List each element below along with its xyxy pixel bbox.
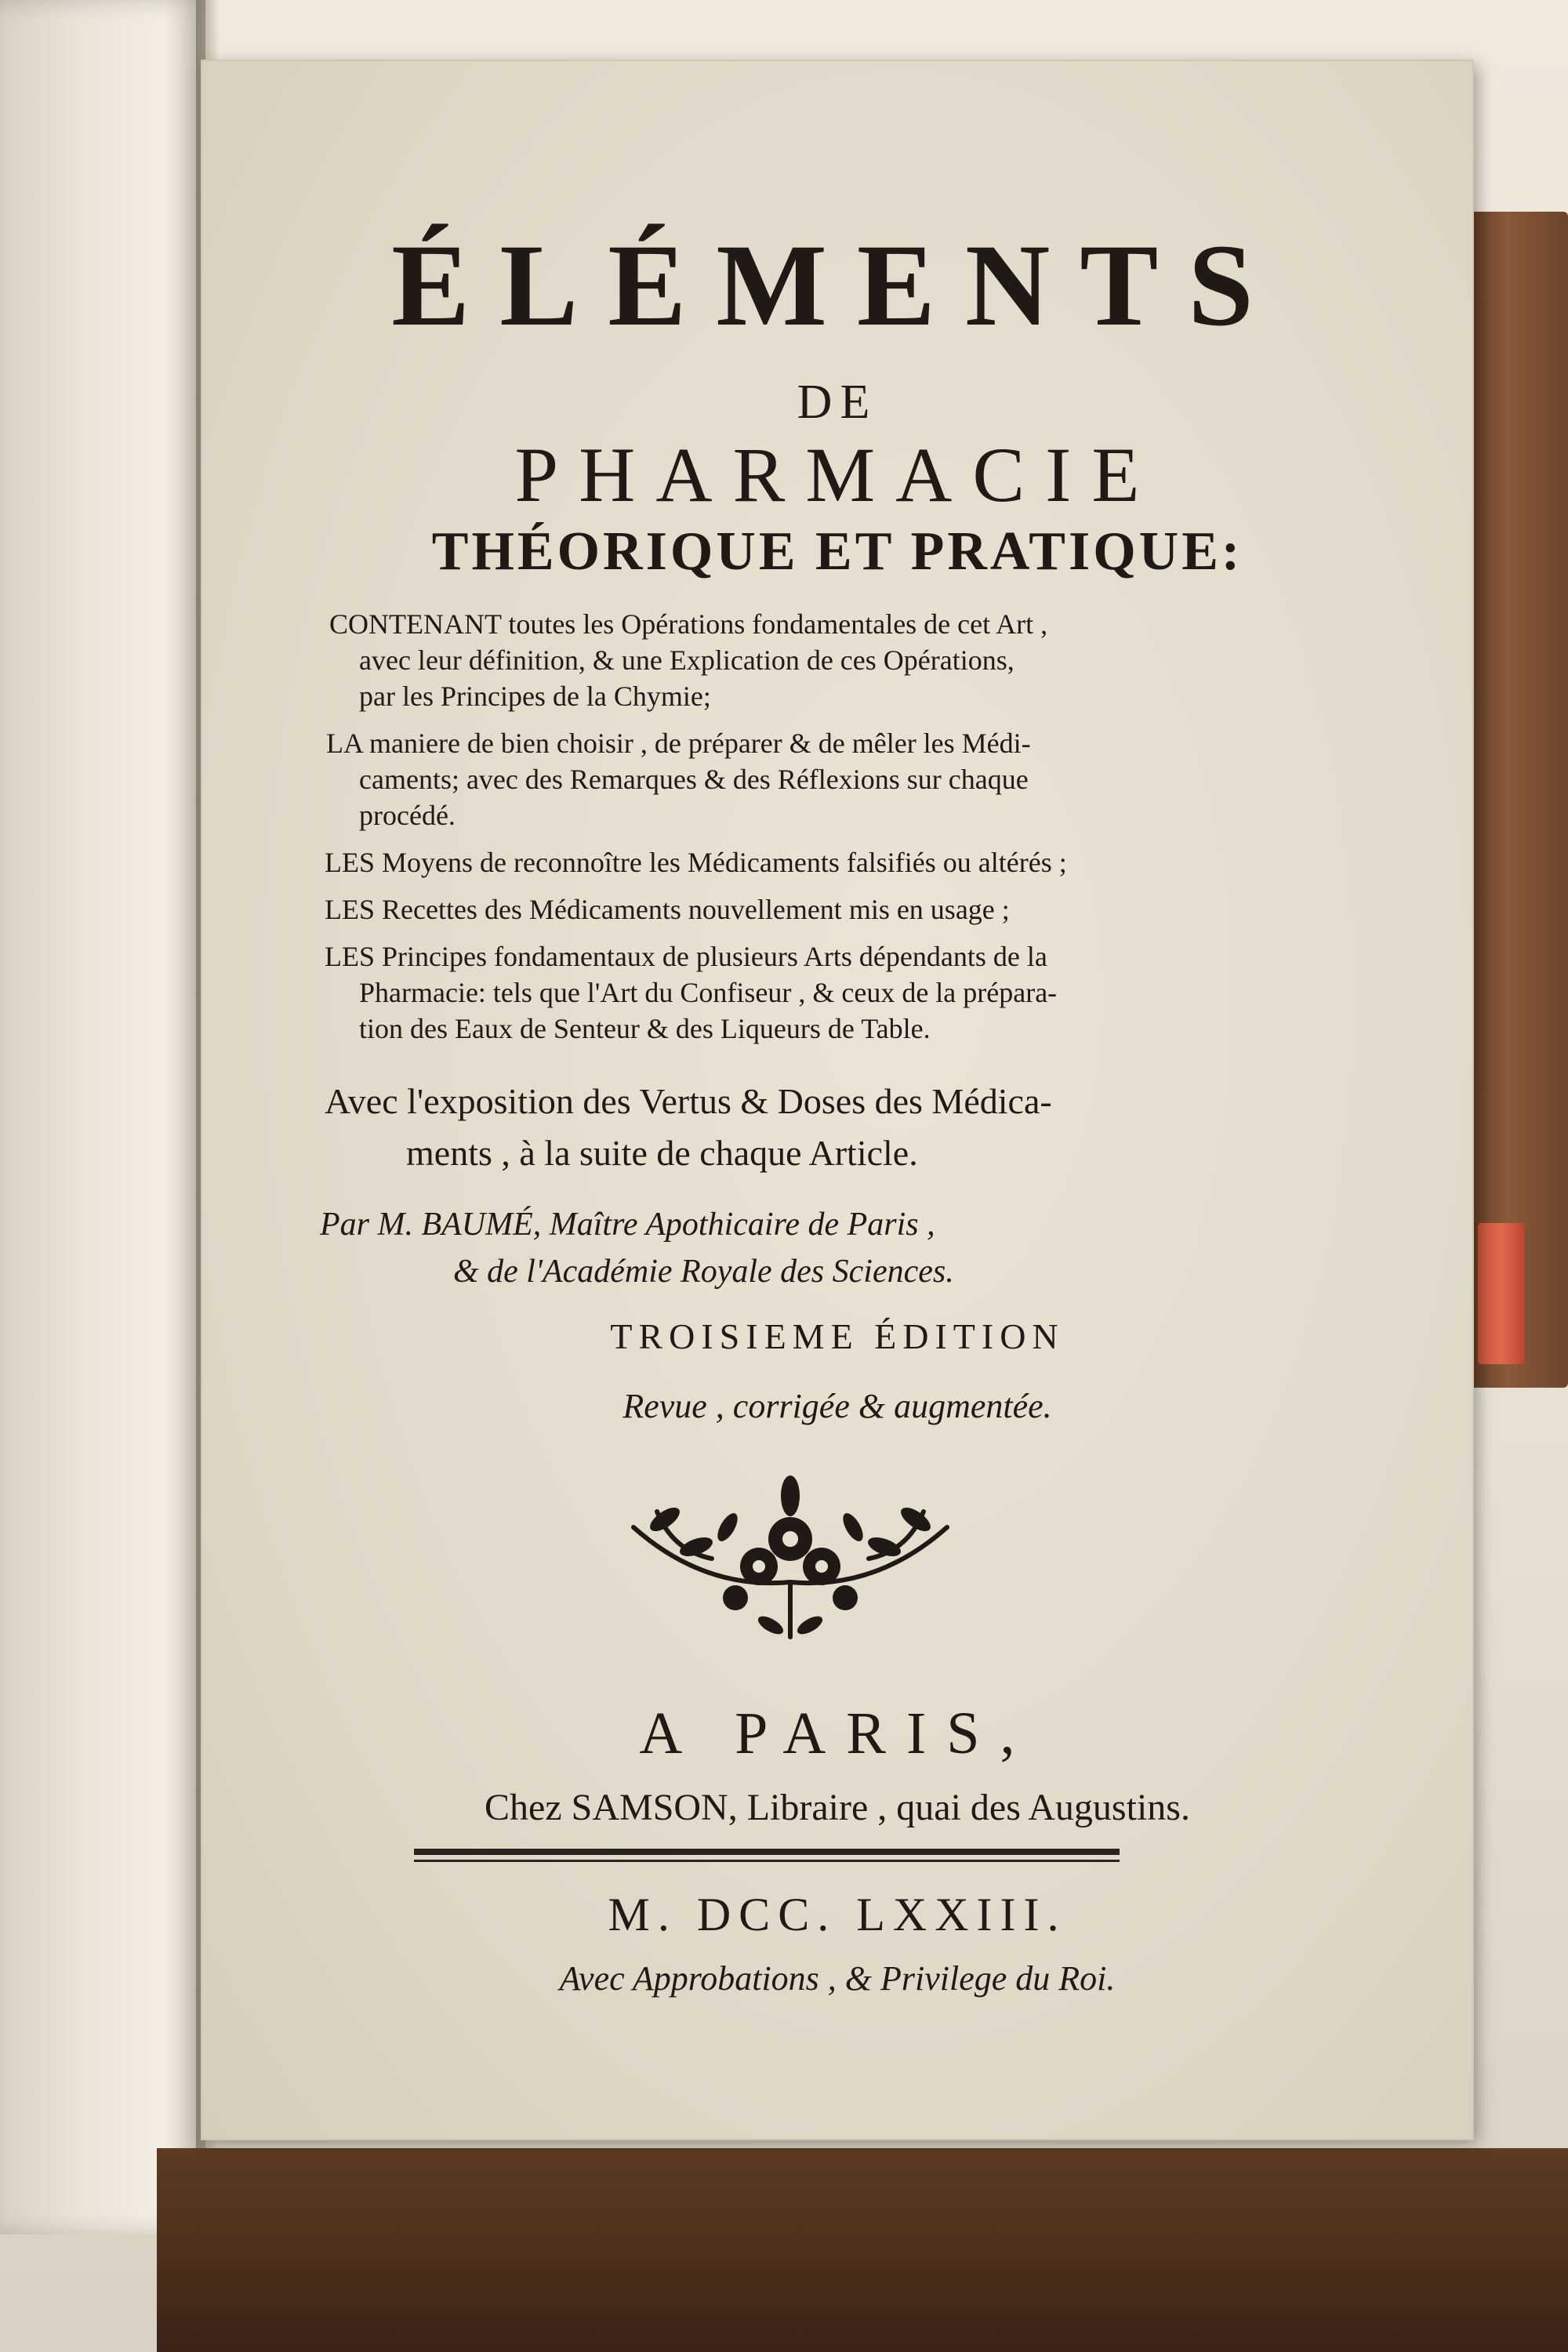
imprint-privilege: Avec Approbations , & Privilege du Roi. bbox=[559, 1959, 1116, 1998]
book-title: ÉLÉMENTS bbox=[391, 220, 1283, 350]
imprint-year: M. DCC. LXXIII. bbox=[608, 1889, 1067, 1940]
edition-label: TROISIEME ÉDITION bbox=[610, 1316, 1065, 1356]
contents-line: Pharmacie: tels que l'Art du Confiseur , & ceux de la prépara- bbox=[359, 977, 1058, 1008]
contents-line: tion des Eaux de Senteur & des Liqueurs de Table. bbox=[359, 1013, 931, 1044]
imprint-place: A PARIS, bbox=[639, 1700, 1036, 1766]
contents-line: LES Principes fondamentaux de plusieurs Arts dépendants de la bbox=[325, 941, 1047, 972]
book-subtitle: THÉORIQUE ET PRATIQUE: bbox=[431, 521, 1243, 582]
contents-line: LA maniere de bien choisir , de préparer & de mêler les Médi- bbox=[326, 728, 1031, 759]
double-rule-thin bbox=[414, 1860, 1120, 1862]
author-line: Par M. BAUMÉ, Maître Apothicaire de Paris , bbox=[320, 1207, 935, 1243]
contents-line: LES Moyens de reconnoître les Médicaments falsifiés ou altérés ; bbox=[325, 847, 1067, 878]
leather-cover-edge bbox=[1466, 212, 1568, 1388]
contents-line: par les Principes de la Chymie; bbox=[359, 681, 711, 712]
contents-line: avec leur définition, & une Explication de ces Opérations, bbox=[359, 644, 1014, 676]
contents-line: procédé. bbox=[359, 800, 456, 831]
red-page-edge bbox=[1478, 1223, 1525, 1364]
contents-line: LES Recettes des Médicaments nouvellement mis en usage ; bbox=[325, 894, 1010, 925]
imprint-publisher: Chez SAMSON, Libraire , quai des Augustins. bbox=[485, 1787, 1190, 1828]
title-page bbox=[202, 61, 1472, 2139]
left-facing-page bbox=[0, 0, 205, 2234]
leather-cover-bottom bbox=[157, 2148, 1568, 2352]
contents-line: CONTENANT toutes les Opérations fondamentales de cet Art , bbox=[329, 608, 1048, 640]
exposition-line: ments , à la suite de chaque Article. bbox=[406, 1133, 918, 1173]
contents-line: caments; avec des Remarques & des Réflexions sur chaque bbox=[359, 764, 1029, 795]
revision-note: Revue , corrigée & augmentée. bbox=[622, 1387, 1052, 1425]
title-pharmacie: PHARMACIE bbox=[514, 431, 1160, 518]
author-line: & de l'Académie Royale des Sciences. bbox=[453, 1254, 954, 1290]
title-de: DE bbox=[797, 376, 878, 429]
floral-vignette-icon bbox=[610, 1465, 971, 1653]
exposition-line: Avec l'exposition des Vertus & Doses des Médica- bbox=[325, 1081, 1052, 1121]
double-rule bbox=[414, 1849, 1120, 1855]
